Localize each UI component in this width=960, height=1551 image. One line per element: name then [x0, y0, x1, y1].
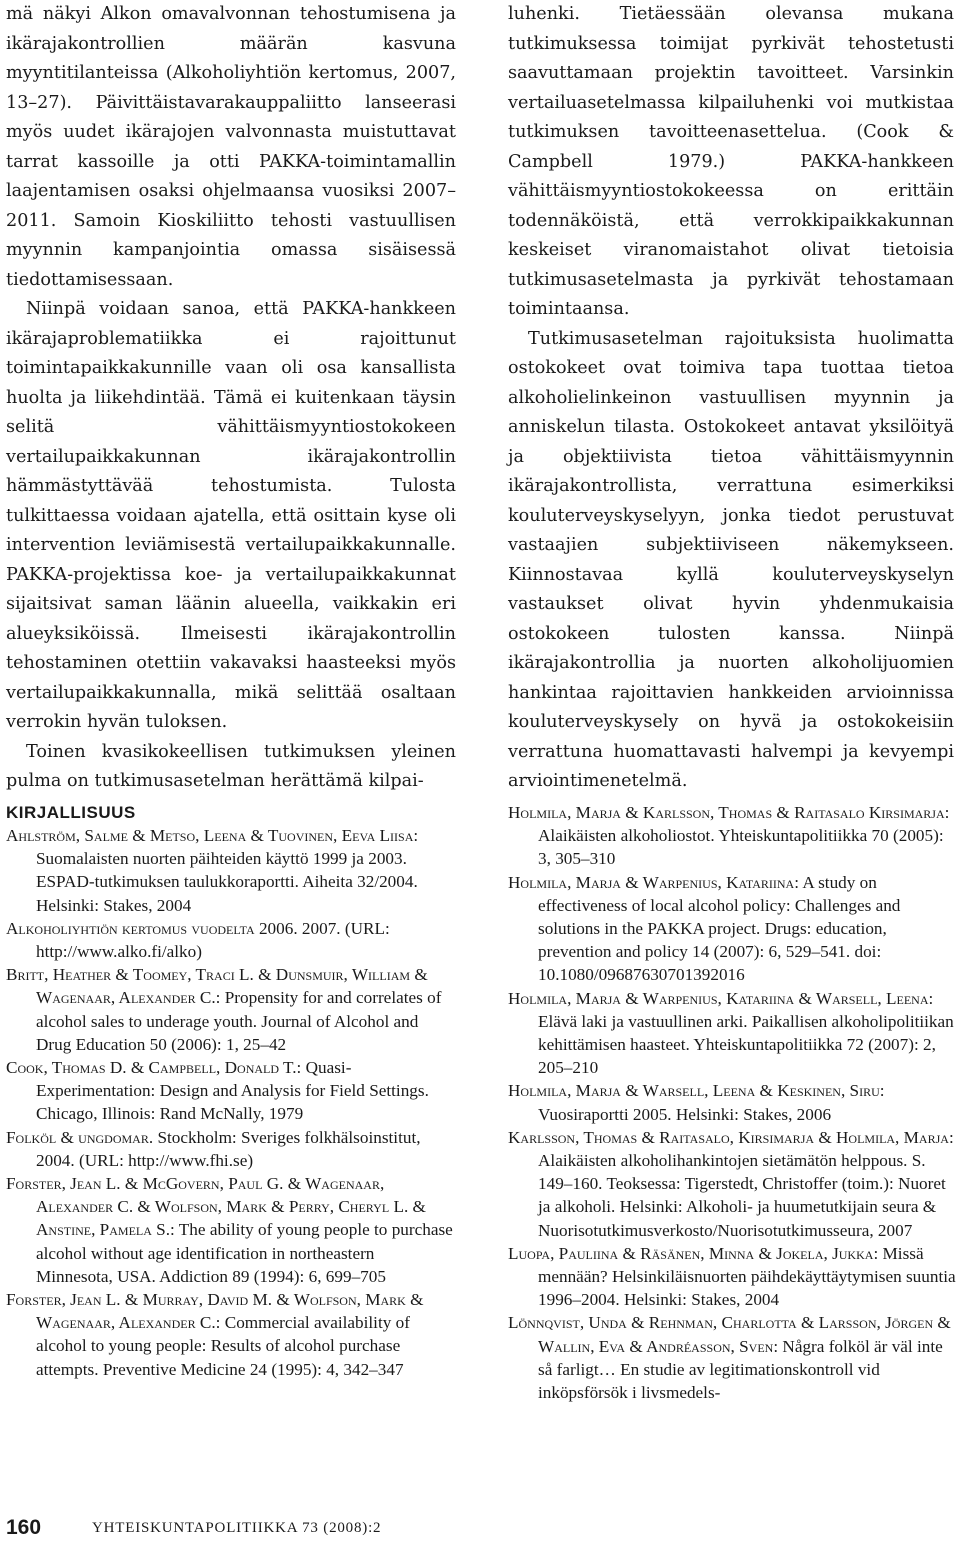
reference-entry: Ahlström, Salme & Metso, Leena & Tuovinen, Eeva Liisa: Suomalaisten nuorten päihteiden käyttö 1999 ja 2003. ESPAD-tutkimuksen taulukkoraportti. Aiheita 32/2004. Helsinki: Stakes, 2004 — [6, 826, 419, 915]
body-paragraph: Toinen kvasikokeellisen tutkimuksen yleinen pulma on tutkimusasetelman herättämä kilpai- — [6, 741, 456, 791]
reference-entry: Forster, Jean L. & McGovern, Paul G. & Wagenaar, Alexander C. & Wolfson, Mark & Perry, Cheryl L. & Anstine, Pamela S.: The ability of young people to purchase alcohol without age identification in northeastern Minnesota, USA. Addiction 89 (1994): 6, 699–705 — [6, 1174, 453, 1286]
reference-entry: Luopa, Pauliina & Räsänen, Minna & Jokela, Jukka: Missä mennään? Helsinkiläisnuorten päihdekäyttäytymisen suuntia 1996–2004. Helsinki: Stakes, 2004 — [508, 1243, 956, 1310]
reference-entry: Lönnqvist, Unda & Rehnman, Charlotta & Larsson, Jörgen & Wallin, Eva & Andréasson, Sven: Några folköl är väl inte så farligt… En studie av legitimationskontroll vid inköpsförsök i livsmedels- — [508, 1313, 951, 1403]
body-paragraph: Tutkimusasetelman rajoituksista huolimatta ostokokeet ovat toimiva tapa tuottaa tietoa alkoholielinkeinon vastuullisen myynnin ja anniskelun tilasta. Ostokokeet antavat yksilöityä ja objektiivista tietoa vähittäismyynnin ikärajakontrollista, verrattuna esimerkiksi kouluterveyskyselyyn, jonka tiedot perustuvat vastaajien subjektiiviseen näkemykseen. Kiinnostavaa kyllä kouluterveyskyselyn vastaukset olivat hyvin yhdenmukaisia ostokokeen tulosten kanssa. Niinpä ikärajakontrollia ja nuorten alkoholijuomien hankintaa rajoittavien hankkeiden arvioinnissa kouluterveyskysely on hyvä ja ostokokeisiin verrattuna huomattavasti halvempi ja kevyempi arviointimenetelmä. — [508, 328, 954, 791]
journal-title: YHTEISKUNTAPOLITIIKKA 73 (2008):2 — [92, 1520, 382, 1536]
body-paragraph: luhenki. Tietäessään olevansa mukana tutkimuksessa toimijat pyrkivät tehostetusti saavuttamaan projektin tavoitteet. Varsinkin vertailuasetelmassa kilpailuhenki voi mutkistaa tutkimuksen tavoitteenasettelua. (Cook & Campbell 1979.) PAKKA-hankkeen vähittäismyyntiostokokeessa on erittäin todennäköistä, että verrokkipaikkakunnan keskeiset viranomaistahot olivat tietoisia tutkimusasetelmasta ja pyrkivät tehostamaan toimintaansa. — [508, 4, 954, 319]
reference-entry: Folköl & ungdomar. Stockholm: Sveriges folkhälsoinstitut, 2004. (URL: http://www.fhi.se) — [6, 1127, 421, 1170]
references-column-right — [508, 801, 956, 1404]
reference-entry: Holmila, Marja & Warpenius, Katariina: A study on effectiveness of local alcohol policy: Challenges and solutions in the PAKKA project. Drugs: education, prevention and policy 14 (2007): 6, 529–541. doi: 10.1080/09687630701392016 — [508, 872, 901, 985]
reference-entry: Forster, Jean L. & Murray, David M. & Wolfson, Mark & Wagenaar, Alexander C.: Commercial availability of alcohol to young people: Results of alcohol purchase attempts. Preventive Medicine 24 (1995): 4, 342–347 — [6, 1290, 424, 1379]
page-footer — [6, 1512, 946, 1542]
reference-entry: Holmila, Marja & Warsell, Leena & Keskinen, Siru: Vuosiraportti 2005. Helsinki: Stakes, 2006 — [508, 1081, 885, 1124]
body-paragraph: Niinpä voidaan sanoa, että PAKKA-hankkeen ikärajaproblematiikka ei rajoittunut toimintapaikkakunnille vaan oli osa kansallista huolta ja liikehdintää. Tämä ei kuitenkaan täysin selitä vähittäismyyntiostokokeen vertailupaikkakunnan ikärajakontrollin hämmästyttävää tehostumista. Tulosta tulkittaessa voidaan ajatella, että osittain kyse oli intervention leviämisestä vertailupaikkakunnalle. PAKKA-projektissa koe- ja vertailupaikkakunnat sijaitsivat saman läänin alueella, vaikkakin eri alueyksiköissä. Ilmeisesti ikärajakontrollin tehostaminen otettiin vakavaksi haasteeksi myös vertailupaikkakunnalla, mikä selittää osaltaan verrokin hyvän tuloksen. — [6, 299, 456, 732]
reference-entry: Holmila, Marja & Warpenius, Katariina & Warsell, Leena: Elävä laki ja vastuullinen arki. Paikallisen alkoholipolitiikan kehittämisen haasteet. Yhteiskuntapolitiikka 72 (2007): 2, 205–210 — [508, 988, 954, 1078]
reference-entry: Cook, Thomas D. & Campbell, Donald T.: Quasi-Experimentation: Design and Analysis for Field Settings. Chicago, Illinois: Rand McNally, 1979 — [6, 1058, 429, 1124]
body-paragraph: mä näkyi Alkon omavalvonnan tehostumisena ja ikärajakontrollien määrän kasvuna myyntitilanteissa (Alkoholiyhtiön kertomus, 2007, 13–27). Päivittäistavarakauppaliitto lanseerasi myös uudet ikärajojen valvonnasta muistuttavat tarrat kassoille ja otti PAKKA-toimintamallin laajentamisen osaksi ohjelmaansa vuosiksi 2007–2011. Samoin Kioskiliitto tehosti vastuullisen myynnin kampanjointia omassa sisäisessä tiedottamisessaan. — [6, 4, 456, 290]
references-heading: KIRJALLISUUS — [6, 803, 136, 822]
reference-entry: Britt, Heather & Toomey, Traci L. & Dunsmuir, William & Wagenaar, Alexander C.: Propensity for and correlates of alcohol sales to underage youth. Journal of Alcohol and Drug Education 50 (2006): 1, 25–42 — [6, 965, 442, 1054]
reference-entry: Karlsson, Thomas & Raitasalo, Kirsimarja & Holmila, Marja: Alaikäisten alkoholihankintojen sietämätön helppous. S. 149–160. Teoksessa: Tigerstedt, Christoffer (toim.): Nuoret ja alkoholi. Helsinki: Alkoholi- ja huumetutkijain seura & Nuorisotutkimusverkosto/Nuorisotutkimusseura, 2007 — [508, 1127, 954, 1240]
body-column-left — [6, 0, 456, 797]
references-column-left — [6, 801, 454, 1381]
reference-entry: Holmila, Marja & Karlsson, Thomas & Raitasalo Kirsimarja: Alaikäisten alkoholiostot. Yhteiskuntapolitiikka 70 (2005): 3, 305–310 — [508, 803, 950, 869]
page-number: 160 — [6, 1516, 42, 1539]
reference-entry: Alkoholiyhtiön kertomus vuodelta 2006. 2007. (URL: http://www.alko.fi/alko) — [6, 918, 390, 962]
body-column-right — [508, 0, 954, 797]
